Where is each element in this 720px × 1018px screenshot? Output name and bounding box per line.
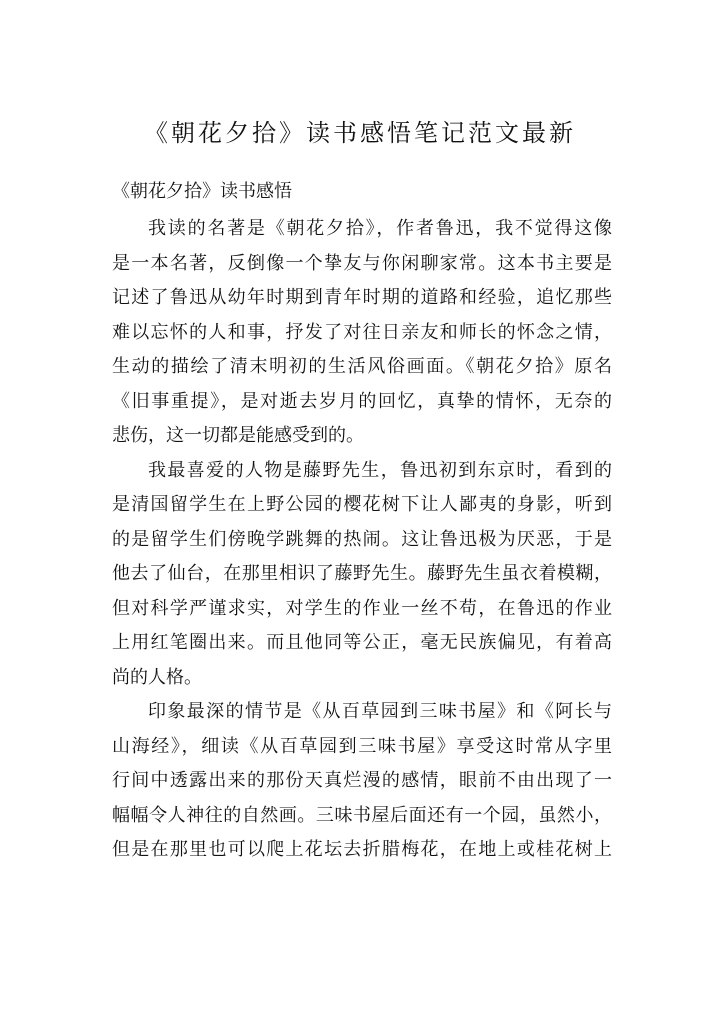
text-line: 上用红笔圈出来。而且他同等公正，毫无民族偏见，有着高 — [112, 632, 612, 653]
document-title: 《朝花夕拾》读书感悟笔记范文最新 — [144, 119, 576, 147]
text-line: 生动的描绘了清末明初的生活风俗画面。《朝花夕拾》原名 — [112, 356, 612, 377]
text-line: 是一本名著，反倒像一个挚友与你闲聊家常。这本书主要是 — [112, 252, 612, 274]
text-line: 尚的人格。 — [112, 666, 202, 688]
text-line: 但是在那里也可以爬上花坛去折腊梅花，在地上或桂花树上 — [112, 839, 612, 860]
text-line: 山海经》，细读《从百草园到三味书屋》享受这时常从字里 — [112, 735, 612, 757]
paragraph-1 — [112, 212, 612, 454]
text-line: 幅幅令人神往的自然画。三味书屋后面还有一个园，虽然小， — [112, 804, 612, 826]
document-body — [112, 212, 612, 868]
text-line: 他去了仙台，在那里相识了藤野先生。藤野先生虽衣着模糊， — [112, 563, 612, 584]
text-line: 行间中透露出来的那份天真烂漫的感情，眼前不由出现了一 — [112, 770, 612, 791]
text-line: 我最喜爱的人物是藤野先生，鲁迅初到东京时，看到的 — [148, 459, 612, 481]
text-line: 悲伤，这一切都是能感受到的。 — [112, 425, 364, 446]
text-line: 但对科学严谨求实，对学生的作业一丝不苟，在鲁迅的作业 — [112, 597, 612, 619]
text-line: 《旧事重提》，是对逝去岁月的回忆，真挚的情怀，无奈的 — [112, 390, 612, 412]
paragraph-3 — [112, 695, 612, 868]
text-line: 记述了鲁迅从幼年时期到青年时期的道路和经验，追忆那些 — [112, 287, 612, 308]
text-line: 的是留学生们傍晚学跳舞的热闹。这让鲁迅极为厌恶，于是 — [112, 528, 612, 550]
text-line: 我读的名著是《朝花夕拾》，作者鲁迅，我不觉得这像 — [148, 218, 612, 239]
text-line: 是清国留学生在上野公园的樱花树下让人鄙夷的身影，听到 — [112, 494, 612, 515]
document-subtitle: 《朝花夕拾》读书感悟 — [112, 181, 292, 202]
text-line: 印象最深的情节是《从百草园到三味书屋》和《阿长与 — [148, 701, 612, 722]
text-line: 难以忘怀的人和事，抒发了对往日亲友和师长的怀念之情， — [112, 321, 612, 343]
paragraph-2 — [112, 454, 612, 696]
